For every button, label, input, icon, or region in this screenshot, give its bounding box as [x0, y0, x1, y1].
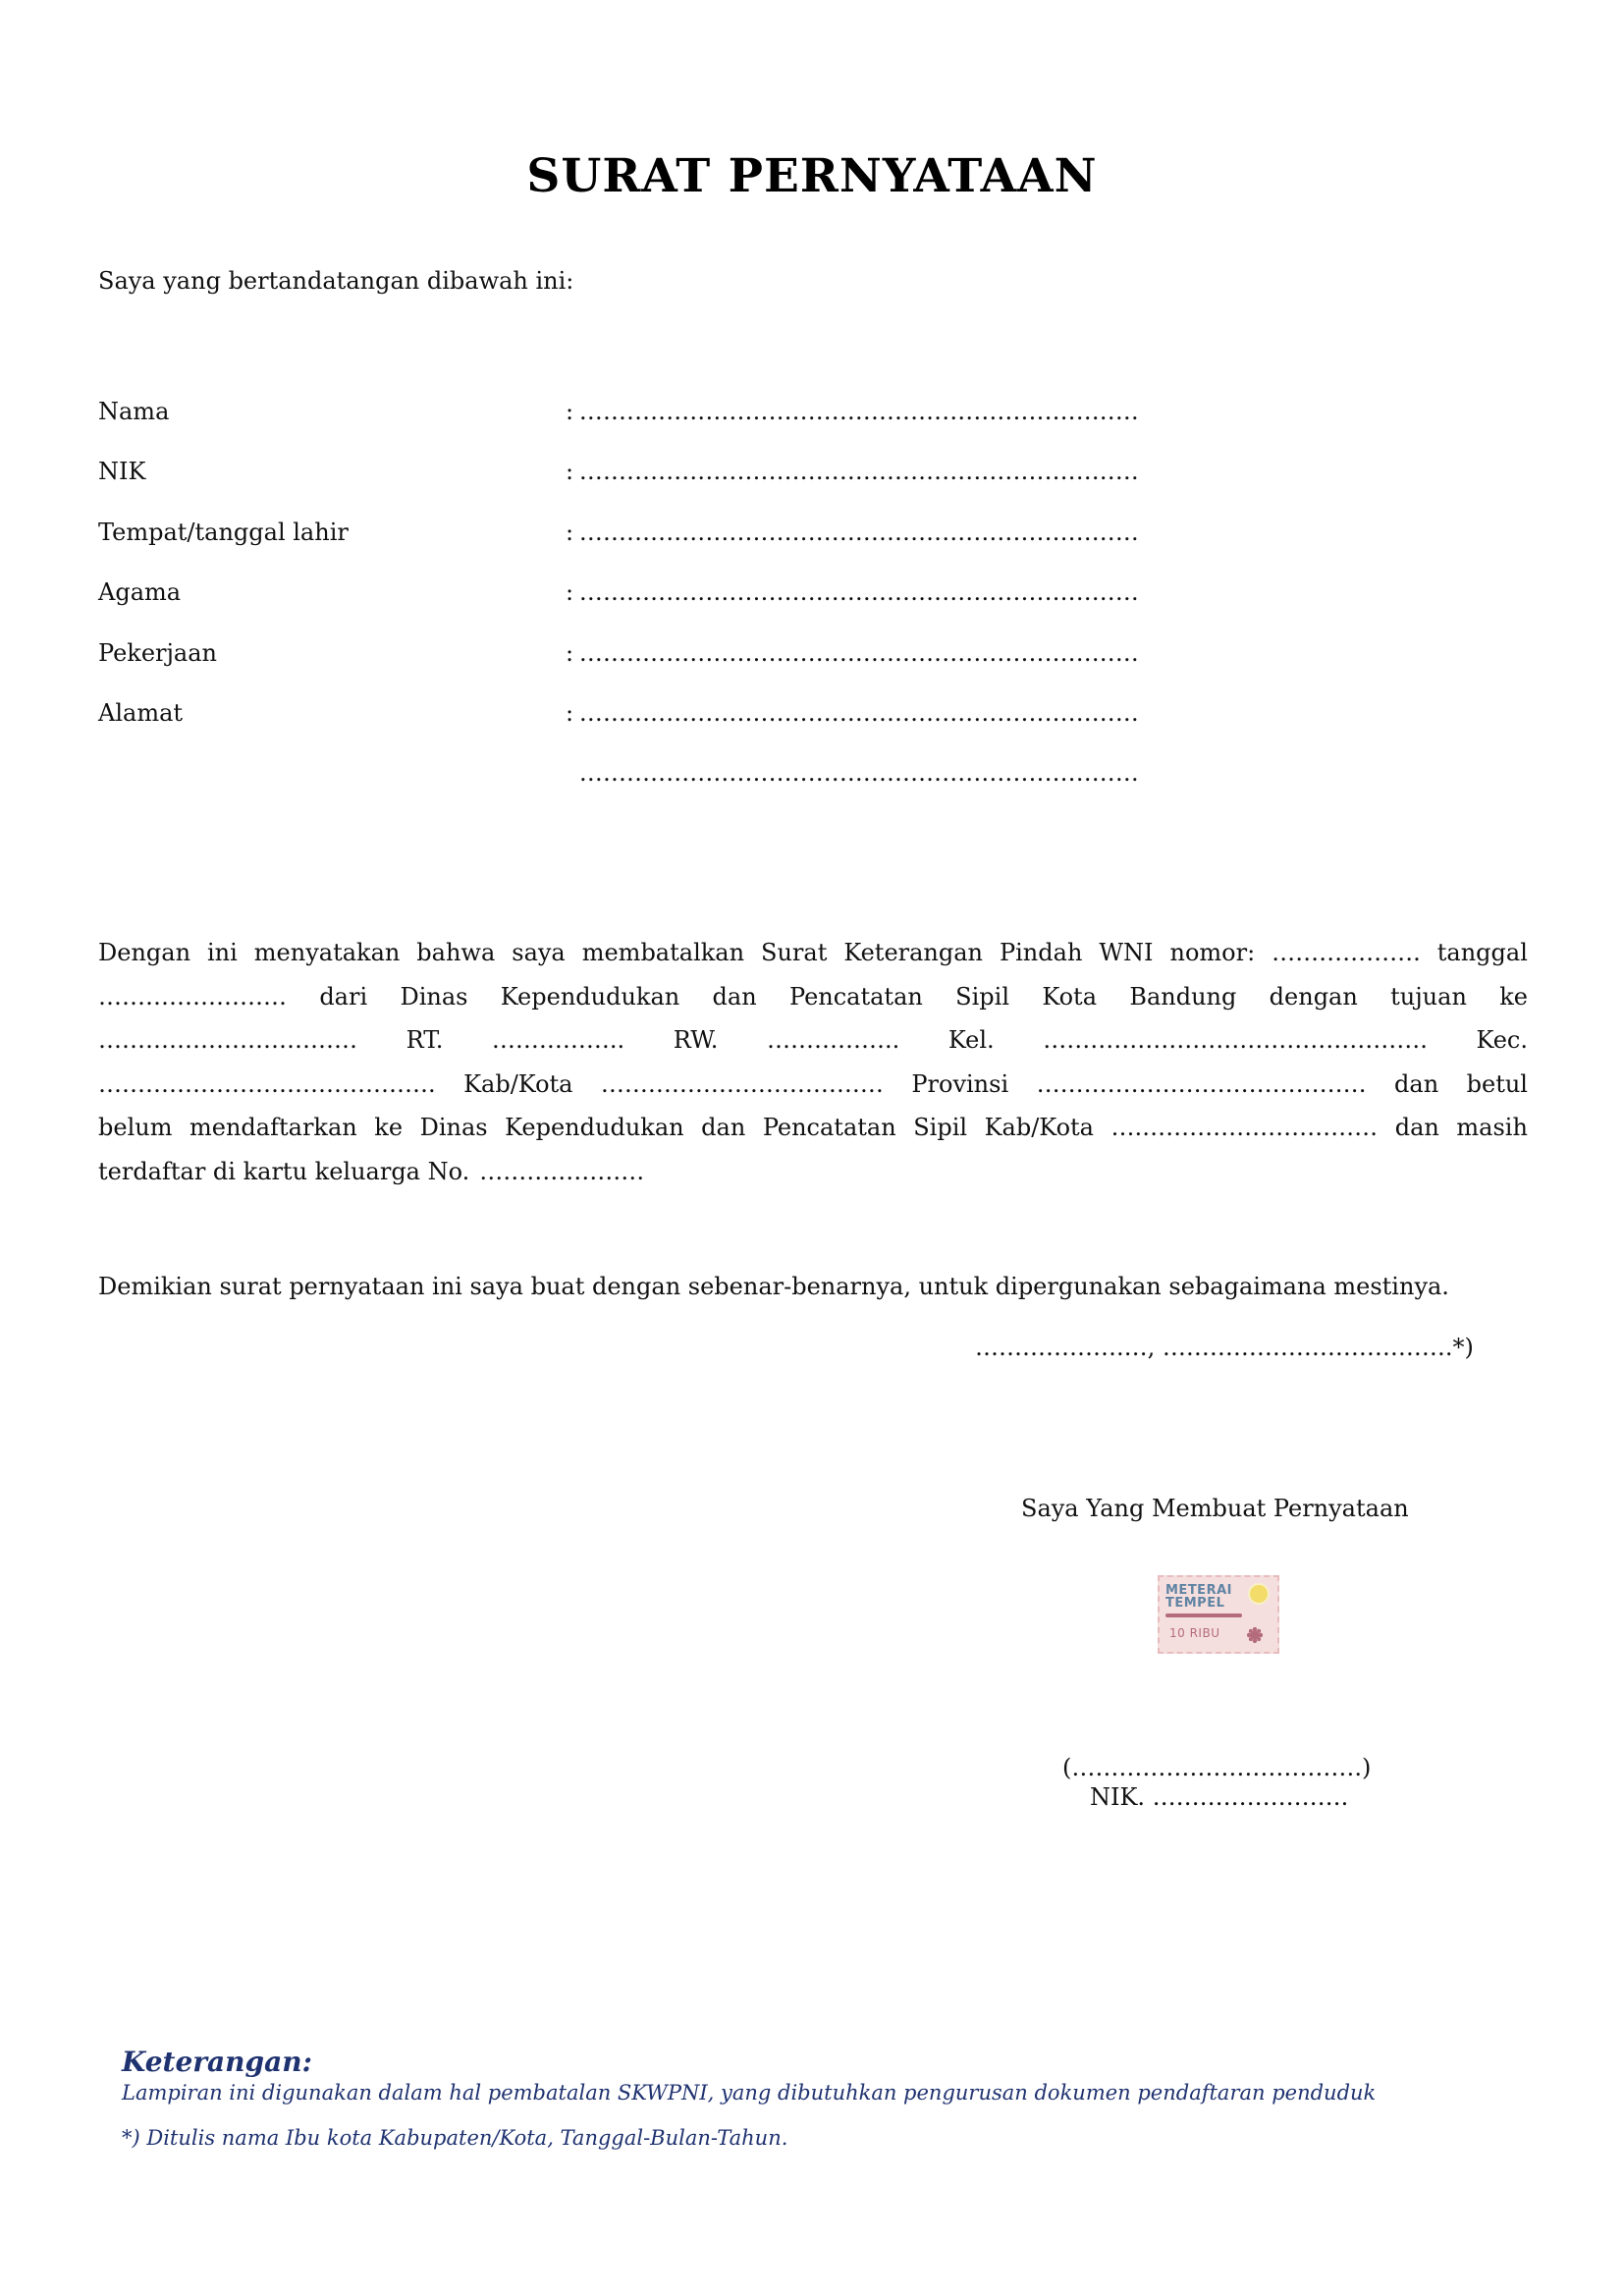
field-label: Nama — [98, 398, 170, 425]
statement-word: Kota — [1042, 982, 1097, 1011]
field-blank: ....................................................................... — [579, 638, 1140, 667]
field-blank: ....................................................................... — [579, 698, 1140, 727]
statement-paragraph — [98, 931, 1528, 1194]
statement-word: Dinas — [419, 1114, 488, 1142]
statement-word: Dengan — [98, 939, 191, 966]
statement-word: tujuan — [1390, 982, 1467, 1011]
stamp-bar — [1165, 1613, 1242, 1617]
stamp-label-tempel: TEMPEL — [1165, 1596, 1225, 1611]
statement-line — [98, 1018, 1528, 1063]
field-label: Pekerjaan — [98, 638, 218, 667]
statement-word: dan — [1394, 1114, 1439, 1142]
statement-word: ………………… — [479, 1157, 645, 1185]
field-colon: : — [566, 578, 574, 607]
statement-word: belum — [98, 1114, 173, 1142]
statement-word: dan — [712, 982, 757, 1011]
field-label: Alamat — [98, 698, 184, 727]
statement-word: terdaftar di kartu keluarga No. — [98, 1157, 470, 1185]
signer-nik-blank: NIK. ……………………. — [1090, 1783, 1349, 1811]
field-blank: ....................................................................... — [579, 518, 1140, 546]
field-label: NIK — [98, 458, 146, 486]
field-label: Tempat/tanggal lahir — [98, 518, 349, 546]
statement-word: Bandung — [1129, 982, 1237, 1011]
statement-word: Sipil — [955, 982, 1009, 1011]
field-row-nama — [98, 398, 1178, 458]
statement-word: Kab/Kota — [463, 1069, 573, 1098]
field-colon: : — [566, 518, 574, 546]
statement-word: Kab/Kota — [984, 1114, 1094, 1142]
statement-line — [98, 1106, 1528, 1150]
signature-caption: Saya Yang Membuat Pernyataan — [1021, 1495, 1409, 1522]
statement-word: nomor: — [1169, 939, 1256, 966]
notes-title: Keterangan: — [122, 2046, 312, 2078]
statement-word: Kel. — [947, 1026, 995, 1055]
statement-line — [98, 1063, 1528, 1107]
statement-word: dari — [319, 982, 368, 1011]
identity-fields — [98, 398, 1178, 820]
statement-word: Kec. — [1476, 1026, 1528, 1055]
statement-word: Keterangan — [843, 939, 984, 966]
statement-word: RT. — [406, 1026, 444, 1055]
statement-word: tanggal — [1436, 939, 1528, 966]
statement-word: masih — [1456, 1114, 1528, 1142]
statement-word: menyatakan — [253, 939, 401, 966]
statement-word: …………….. — [491, 1026, 625, 1055]
statement-word: Pencatatan — [789, 982, 923, 1011]
field-colon: : — [566, 398, 574, 425]
statement-word: Kependudukan — [500, 982, 680, 1011]
statement-line — [98, 1150, 1528, 1194]
statement-word: ………………. — [1272, 939, 1421, 966]
statement-word: dengan — [1269, 982, 1358, 1011]
field-blank: ....................................................................... — [579, 759, 1140, 788]
field-row-pekerjaan — [98, 639, 1178, 699]
statement-word: dan — [1394, 1069, 1439, 1098]
statement-word: …………………………… — [98, 1026, 357, 1055]
statement-word: Pindah — [999, 939, 1083, 966]
statement-word: …………….. — [767, 1026, 900, 1055]
document-title: SURAT PERNYATAAN — [526, 149, 1098, 203]
statement-word: ke — [374, 1114, 404, 1142]
field-colon: : — [566, 458, 574, 486]
statement-word: dan — [701, 1114, 746, 1142]
field-colon: : — [566, 638, 574, 667]
statement-word: ke — [1499, 982, 1528, 1011]
statement-word: Kependudukan — [505, 1114, 684, 1142]
statement-word: RW. — [673, 1026, 719, 1055]
garuda-emblem-icon — [1248, 1583, 1270, 1605]
closing-text: Demikian surat pernyataan ini saya buat dengan sebenar-benarnya, untuk dipergunakan sebagaimana mestinya. — [98, 1273, 1449, 1300]
statement-word: Pencatatan — [762, 1114, 896, 1142]
seal-icon — [1246, 1626, 1264, 1644]
statement-line — [98, 975, 1528, 1019]
statement-word: ini — [207, 939, 238, 966]
field-row-nik — [98, 458, 1178, 518]
stamp-value: 10 RIBU — [1169, 1626, 1220, 1640]
signer-name-blank: (……………………………….) — [1062, 1754, 1372, 1781]
statement-word: Surat — [761, 939, 828, 966]
statement-word: membatalkan — [581, 939, 745, 966]
field-label: Agama — [98, 578, 182, 607]
statement-word: Sipil — [913, 1114, 968, 1142]
field-blank: ....................................................................... — [579, 398, 1140, 425]
statement-word: …………………………………………. — [1043, 1026, 1428, 1055]
field-row-alamat — [98, 699, 1178, 759]
statement-word: …………………… — [98, 982, 287, 1011]
intro-text: Saya yang bertandatangan dibawah ini: — [98, 267, 574, 295]
statement-word: ….………………………… — [1110, 1114, 1379, 1142]
field-row-tempat-tanggal-lahir — [98, 519, 1178, 578]
notes-line: Lampiran ini digunakan dalam hal pembatalan SKWPNI, yang dibutuhkan pengurusan dokumen pendaftaran penduduk — [122, 2081, 1377, 2105]
statement-word: betul — [1466, 1069, 1528, 1098]
field-row-alamat-continued — [98, 759, 1178, 819]
field-row-agama — [98, 578, 1178, 638]
statement-word: Provinsi — [911, 1069, 1009, 1098]
statement-word: Dinas — [400, 982, 468, 1011]
field-colon: : — [566, 698, 574, 727]
meterai-stamp — [1158, 1575, 1279, 1654]
statement-word: saya — [512, 939, 566, 966]
statement-word: WNI — [1099, 939, 1154, 966]
notes-line: *) Ditulis nama Ibu kota Kabupaten/Kota, Tanggal-Bulan-Tahun. — [122, 2126, 788, 2150]
statement-line — [98, 931, 1528, 975]
statement-word: bahwa — [416, 939, 496, 966]
field-blank: ....................................................................... — [579, 458, 1140, 486]
statement-word: ……………………………… — [600, 1069, 884, 1098]
statement-word: …………………………………… — [1036, 1069, 1367, 1098]
statement-word: mendaftarkan — [189, 1114, 357, 1142]
place-date-blank: ……………….…, ……………………………….*) — [975, 1334, 1474, 1361]
statement-word: ……………………………………. — [98, 1069, 436, 1098]
field-blank: ....................................................................... — [579, 578, 1140, 607]
notes-section — [122, 2046, 1376, 2152]
stamp-label-meterai: METERAI — [1165, 1583, 1232, 1598]
